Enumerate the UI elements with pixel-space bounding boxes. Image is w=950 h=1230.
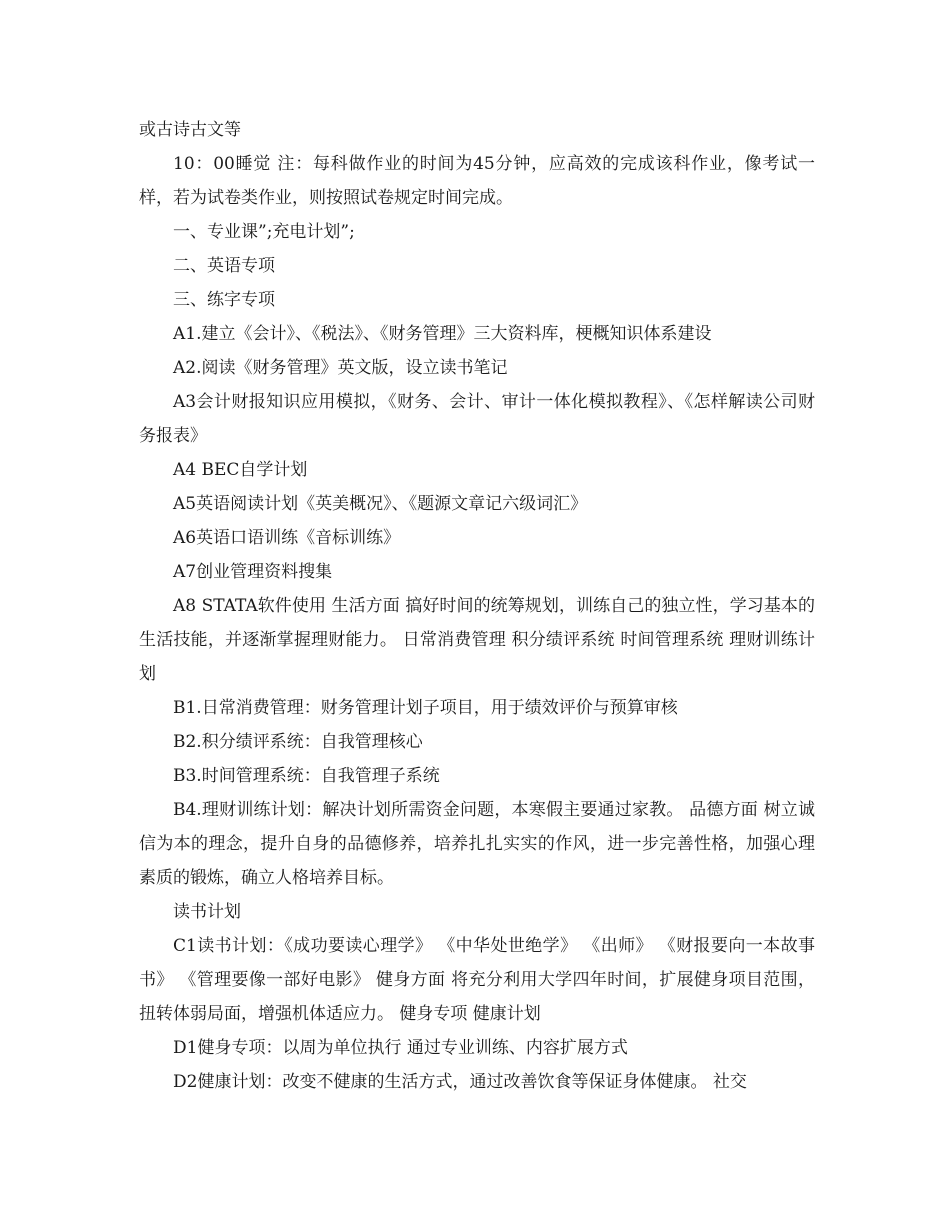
paragraph-15: B3.时间管理系统：自我管理子系统 (173, 766, 440, 786)
paragraph-4: 三、练字专项 (173, 290, 275, 310)
paragraph-2: 一、专业课”;充电计划”; (173, 222, 355, 242)
paragraph-20: D2健康计划：改变不健康的生活方式，通过改善饮食等保证身体健康。 社交 (173, 1072, 747, 1092)
paragraph-3: 二、英语专项 (173, 256, 275, 276)
paragraph-19: D1健身专项：以周为单位执行 通过专业训练、内容扩展方式 (173, 1038, 628, 1058)
paragraph-8: A4 BEC自学计划 (173, 460, 308, 480)
paragraph-18: C1读书计划：《成功要读心理学》 《中华处世绝学》 《出师》 《财报要向一本故事书》 《管理要像一部好电影》 健身方面 将充分利用大学四年时间，扩展健身项目范围，扭转体弱局面，增强机体适应力。 健身专项 健康计划 (139, 936, 815, 1024)
paragraph-9: A5英语阅读计划《英美概况》、《题源文章记六级词汇》 (173, 494, 588, 514)
paragraph-17: 读书计划 (173, 902, 241, 922)
paragraph-16: B4.理财训练计划：解决计划所需资金问题，本寒假主要通过家教。 品德方面 树立诚信为本的理念，提升自身的品德修养，培养扎扎实实的作风，进一步完善性格，加强心理素质的锻炼，确立人格培养目标。 (139, 800, 815, 888)
paragraph-11: A7创业管理资料搜集 (173, 562, 333, 582)
paragraph-6: A2.阅读《财务管理》英文版，设立读书笔记 (173, 358, 508, 378)
paragraph-13: B1.日常消费管理：财务管理计划子项目，用于绩效评价与预算审核 (173, 698, 678, 718)
paragraph-14: B2.积分绩评系统：自我管理核心 (173, 732, 423, 752)
paragraph-12: A8 STATA软件使用 生活方面 搞好时间的统筹规划，训练自己的独立性，学习基本的生活技能，并逐渐掌握理财能力。 日常消费管理 积分绩评系统 时间管理系统 理财训练计划 (139, 596, 815, 684)
paragraph-7: A3会计财报知识应用模拟，《财务、会计、审计一体化模拟教程》、《怎样解读公司财务报表》 (139, 392, 815, 446)
document-body (139, 113, 815, 1099)
paragraph-5: A1.建立《会计》、《税法》、《财务管理》三大资料库，梗概知识体系建设 (173, 324, 712, 344)
paragraph-0: 或古诗古文等 (139, 120, 241, 140)
paragraph-10: A6英语口语训练《音标训练》 (173, 528, 401, 548)
paragraph-1: 10：00睡觉 注：每科做作业的时间为45分钟，应高效的完成该科作业，像考试一样，若为试卷类作业，则按照试卷规定时间完成。 (139, 154, 815, 208)
